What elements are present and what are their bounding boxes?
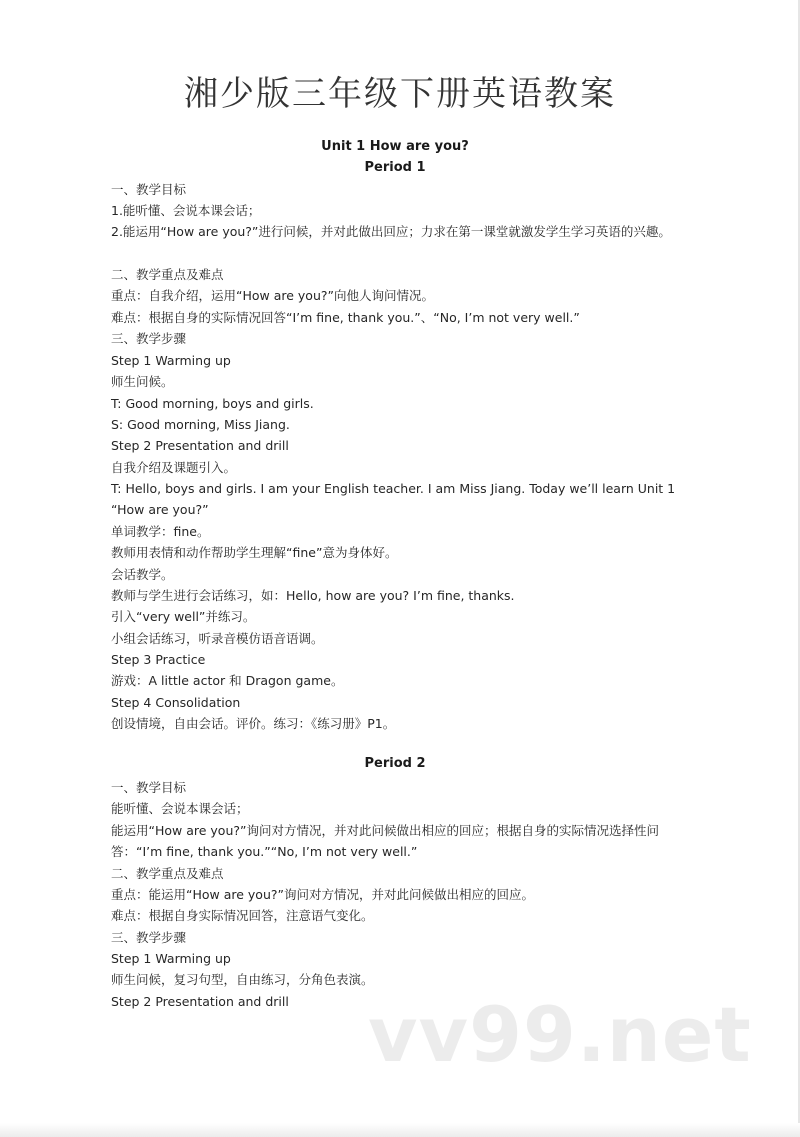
page-edge-bottom — [0, 1123, 800, 1137]
period-2-heading: Period 2 — [364, 756, 426, 771]
body-paragraph: 能运用“How are you?”询问对方情况，并对此问候做出相应的回应；根据自身的实际情况选择性问答：“I’m fine, thank you.”“No, I’m not very well.” — [111, 823, 659, 859]
body-line: 教师与学生进行会话练习，如：Hello, how are you? I’m fine, thanks. — [111, 588, 515, 603]
document-title: 湘少版三年级下册英语教案 — [184, 74, 616, 114]
step-heading: Step 1 Warming up — [111, 951, 231, 966]
body-line: 重点：自我介绍，运用“How are you?”向他人询问情况。 — [111, 288, 434, 303]
step-heading: Step 2 Presentation and drill — [111, 994, 289, 1009]
section-heading: 二、教学重点及难点 — [111, 267, 224, 282]
body-line: 创设情境，自由会话。评价。练习：《练习册》P1。 — [111, 716, 396, 731]
section-heading: 一、教学目标 — [111, 780, 187, 795]
period-1-heading: Period 1 — [364, 160, 426, 175]
section-heading: 三、教学步骤 — [111, 930, 187, 945]
body-line: 1.能听懂、会说本课会话； — [111, 203, 261, 218]
body-line: 单词教学：fine。 — [111, 524, 210, 539]
body-line: 难点：根据自身的实际情况回答“I’m fine, thank you.”、“No, I’m not very well.” — [111, 310, 580, 325]
watermark: vv99.net — [368, 990, 752, 1079]
dialogue-paragraph: T: Hello, boys and girls. I am your English teacher. I am Miss Jiang. Today we’ll learn Unit 1 “How are you?” — [111, 481, 676, 517]
step-heading: Step 4 Consolidation — [111, 695, 241, 710]
body-line: 重点：能运用“How are you?”询问对方情况，并对此问候做出相应的回应。 — [111, 887, 534, 902]
step-heading: Step 2 Presentation and drill — [111, 438, 289, 453]
body-line: 师生问候。 — [111, 374, 174, 389]
section-heading: 一、教学目标 — [111, 182, 187, 197]
body-line: 小组会话练习，听录音模仿语音语调。 — [111, 631, 324, 646]
body-paragraph: 2.能运用“How are you?”进行问候，并对此做出回应；力求在第一课堂就激发学生学习英语的兴趣。 — [111, 224, 671, 239]
body-line: 能听懂、会说本课会话； — [111, 801, 249, 816]
body-line: 教师用表情和动作帮助学生理解“fine”意为身体好。 — [111, 545, 398, 560]
step-heading: Step 3 Practice — [111, 652, 206, 667]
body-line: 自我介绍及课题引入。 — [111, 460, 237, 475]
unit-heading: Unit 1 How are you? — [321, 139, 469, 154]
body-line: 引入“very well”并练习。 — [111, 609, 256, 624]
section-heading: 三、教学步骤 — [111, 331, 187, 346]
body-line: 会话教学。 — [111, 567, 174, 582]
dialogue-line: T: Good morning, boys and girls. — [111, 396, 314, 411]
section-heading: 二、教学重点及难点 — [111, 866, 224, 881]
body-line: 师生问候，复习句型，自由练习，分角色表演。 — [111, 972, 374, 987]
body-line: 游戏：A little actor 和 Dragon game。 — [111, 673, 344, 688]
step-heading: Step 1 Warming up — [111, 353, 231, 368]
body-line: 难点：根据自身实际情况回答，注意语气变化。 — [111, 908, 374, 923]
dialogue-line: S: Good morning, Miss Jiang. — [111, 417, 290, 432]
